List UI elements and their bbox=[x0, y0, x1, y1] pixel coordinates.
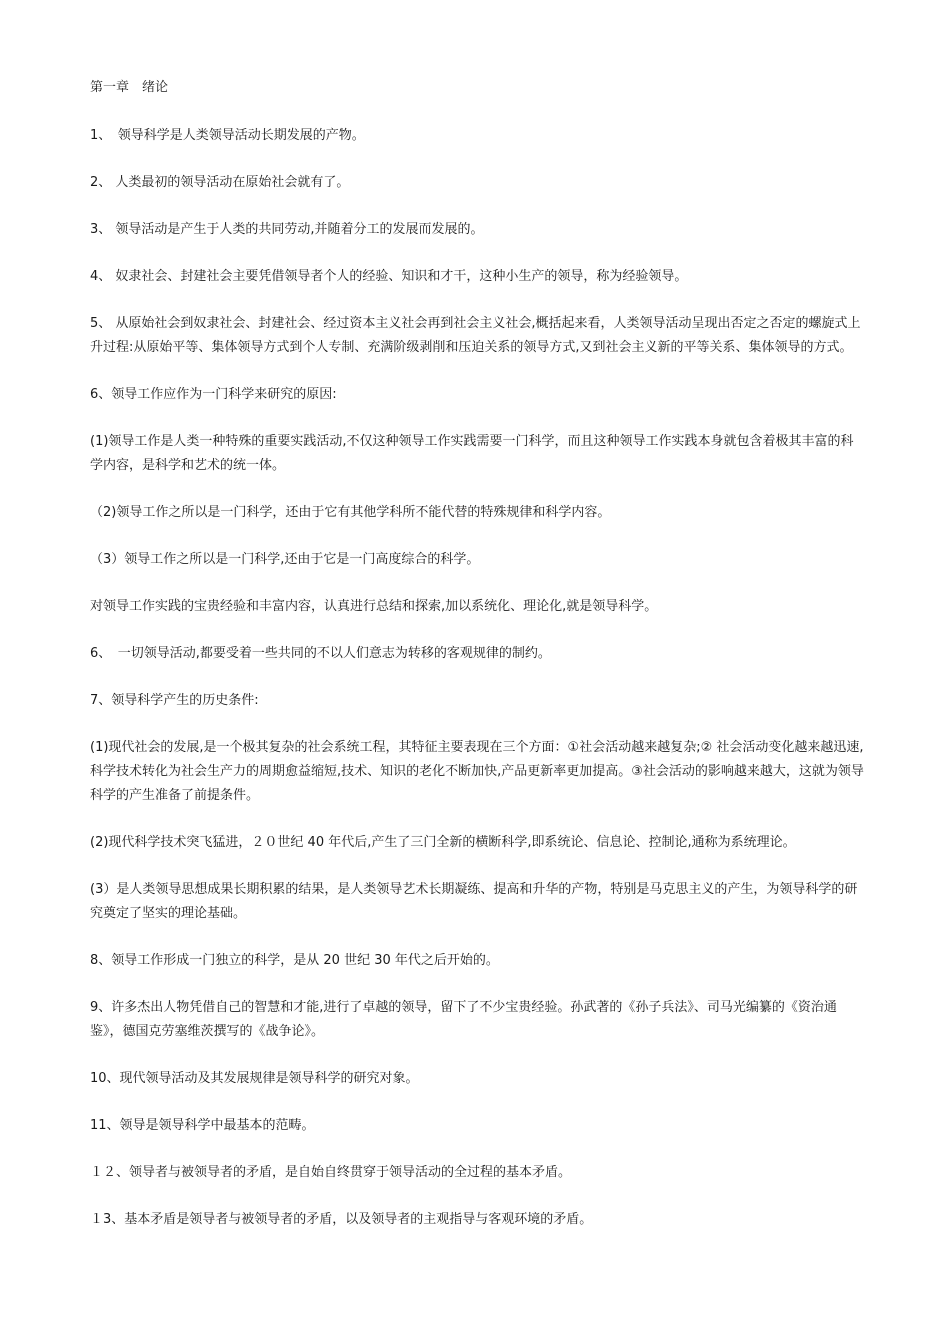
paragraph-6-1: (1)领导工作是人类一种特殊的重要实践活动,不仅这种领导工作实践需要一门科学，而且这种领导工作实践本身就包含着极其丰富的科学内容，是科学和艺术的统一体。 bbox=[90, 434, 854, 473]
paragraph-12: １２、领导者与被领导者的矛盾，是自始自终贯穿于领导活动的全过程的基本矛盾。 bbox=[90, 1165, 572, 1180]
chapter-title: 第一章 绪论 bbox=[90, 80, 169, 95]
paragraph-7-2: (2)现代科学技术突飞猛进，２０世纪 40 年代后,产生了三门全新的横断科学,即系统论、信息论、控制论,通称为系统理论。 bbox=[90, 835, 796, 850]
paragraph-7-3: (3）是人类领导思想成果长期积累的结果，是人类领导艺术长期凝练、提高和升华的产物，特别是马克思主义的产生，为领导科学的研究奠定了坚实的理论基础。 bbox=[90, 882, 858, 921]
paragraph-9: 9、许多杰出人物凭借自己的智慧和才能,进行了卓越的领导，留下了不少宝贵经验。孙武著的《孙子兵法》、司马光编纂的《资治通鉴》，德国克劳塞维茨撰写的《战争论》。 bbox=[90, 1000, 837, 1039]
paragraph-7: 7、领导科学产生的历史条件: bbox=[90, 693, 259, 708]
paragraph-10: 10、现代领导活动及其发展规律是领导科学的研究对象。 bbox=[90, 1071, 419, 1086]
paragraph-1: 1、 领导科学是人类领导活动长期发展的产物。 bbox=[90, 128, 365, 143]
paragraph-2: 2、 人类最初的领导活动在原始社会就有了。 bbox=[90, 175, 350, 190]
paragraph-11: 11、领导是领导科学中最基本的范畴。 bbox=[90, 1118, 315, 1133]
paragraph-6-summary: 对领导工作实践的宝贵经验和丰富内容，认真进行总结和探索,加以系统化、理论化,就是领导科学。 bbox=[90, 599, 658, 614]
paragraph-5: 5、 从原始社会到奴隶社会、封建社会、经过资本主义社会再到社会主义社会,概括起来看，人类领导活动呈现出否定之否定的螺旋式上升过程:从原始平等、集体领导方式到个人专制、充满阶级剥削和压迫关系的领导方式,又到社会主义新的平等关系、集体领导的方式。 bbox=[90, 316, 861, 355]
paragraph-13: １3、基本矛盾是领导者与被领导者的矛盾，以及领导者的主观指导与客观环境的矛盾。 bbox=[90, 1212, 593, 1227]
paragraph-6b: 6、 一切领导活动,都要受着一些共同的不以人们意志为转移的客观规律的制约。 bbox=[90, 646, 551, 661]
paragraph-7-1: (1)现代社会的发展,是一个极其复杂的社会系统工程，其特征主要表现在三个方面：①社会活动越来越复杂;② 社会活动变化越来越迅速,科学技术转化为社会生产力的周期愈益缩短,技术、知识的老化不断加快,产品更新率更加提高。③社会活动的影响越来越大，这就为领导科学的产生准备了前提条件。 bbox=[90, 740, 864, 803]
document-body bbox=[90, 76, 865, 1255]
paragraph-6-3: （3）领导工作之所以是一门科学,还由于它是一门高度综合的科学。 bbox=[90, 552, 480, 567]
paragraph-6-2: （2)领导工作之所以是一门科学，还由于它有其他学科所不能代替的特殊规律和科学内容。 bbox=[90, 505, 611, 520]
paragraph-6: 6、领导工作应作为一门科学来研究的原因: bbox=[90, 387, 337, 402]
paragraph-3: 3、 领导活动是产生于人类的共同劳动,并随着分工的发展而发展的。 bbox=[90, 222, 484, 237]
paragraph-4: 4、 奴隶社会、封建社会主要凭借领导者个人的经验、知识和才干，这种小生产的领导，称为经验领导。 bbox=[90, 269, 688, 284]
paragraph-8: 8、领导工作形成一门独立的科学，是从 20 世纪 30 年代之后开始的。 bbox=[90, 953, 499, 968]
